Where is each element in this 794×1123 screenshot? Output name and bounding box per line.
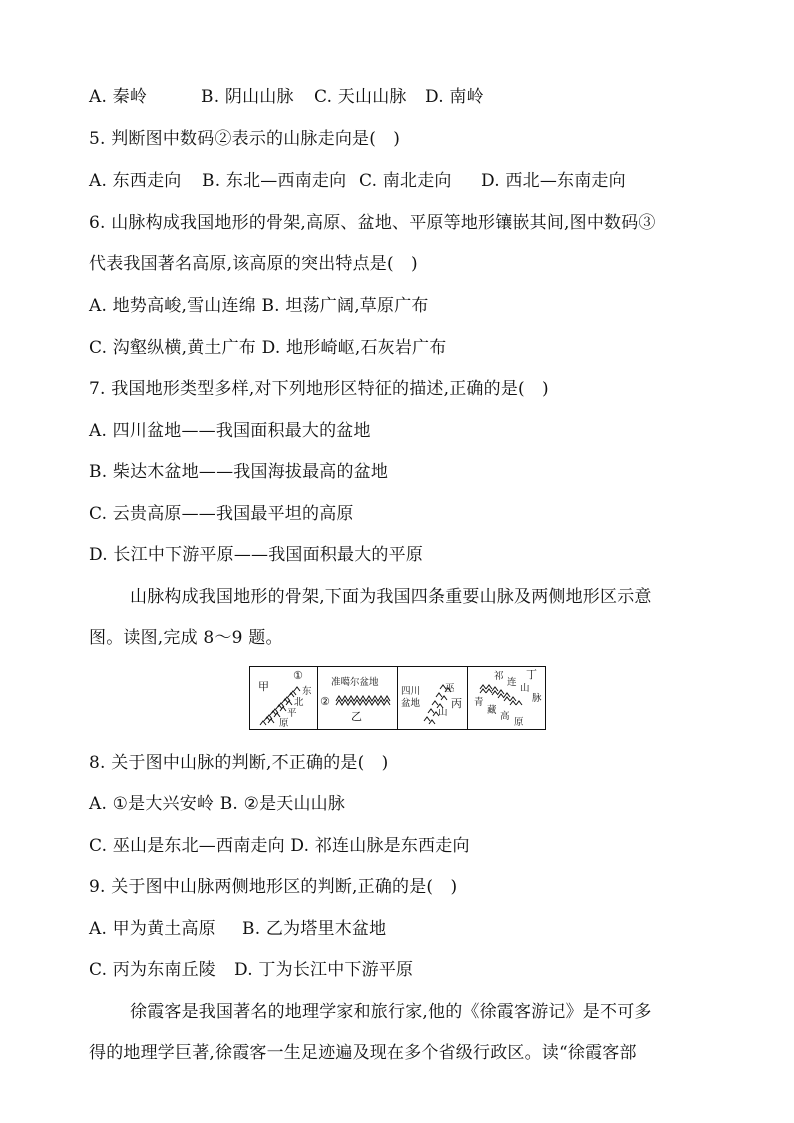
q6-stem-line1: 6. 山脉构成我国地形的骨架,高原、盆地、平原等地形镶嵌其间,图中数码③ [89, 213, 656, 233]
q7-option-b: B. 柴达木盆地——我国海拔最高的盆地 [89, 462, 389, 482]
q6-stem-line2: 代表我国著名高原,该高原的突出特点是( ) [89, 254, 418, 274]
q8-stem: 8. 关于图中山脉的判断,不正确的是( ) [89, 753, 389, 773]
label-wu: 巫 [445, 683, 455, 694]
figure-panel-1 [250, 667, 318, 729]
outro-line2: 得的地理学巨著,徐霞客一生足迹遍及现在多个省级行政区。读“徐霞客部 [89, 1043, 637, 1063]
label-yuan: 原 [279, 718, 289, 729]
q4-option-d: D. 南岭 [425, 87, 484, 107]
q8-options-cd: C. 巫山是东北—西南走向 D. 祁连山脉是东西走向 [89, 836, 470, 856]
q6-options-cd: C. 沟壑纵横,黄土广布 D. 地形崎岖,石灰岩广布 [89, 338, 447, 358]
q8-options-ab: A. ①是大兴安岭 B. ②是天山山脉 [89, 794, 346, 814]
q4-option-b: B. 阴山山脉 [201, 87, 294, 107]
label-sichuan: 四川 [401, 686, 421, 697]
label-zang: 藏 [487, 705, 497, 716]
q9-option-d: D. 丁为长江中下游平原 [234, 960, 414, 980]
label-qi: 祁 [494, 671, 504, 682]
intro-line2: 图。读图,完成 8～9 题。 [89, 628, 283, 648]
q9-option-b: B. 乙为塔里木盆地 [242, 919, 387, 939]
q9-stem: 9. 关于图中山脉两侧地形区的判断,正确的是( ) [89, 877, 458, 897]
label-mai: 脉 [532, 693, 542, 704]
figure-panel-3 [398, 667, 468, 729]
label-ping: 平 [287, 708, 297, 719]
q9-option-a: A. 甲为黄土高原 [89, 919, 216, 939]
label-num-2: ② [320, 695, 330, 708]
label-bing: 丙 [451, 697, 462, 710]
q7-option-d: D. 长江中下游平原——我国面积最大的平原 [89, 545, 424, 565]
mountain-figure [249, 666, 546, 730]
label-p4-yuan: 原 [514, 717, 524, 728]
q4-option-c: C. 天山山脉 [314, 87, 407, 107]
label-junggar: 准噶尔盆地 [331, 677, 379, 688]
q7-stem: 7. 我国地形类型多样,对下列地形区特征的描述,正确的是( ) [89, 379, 549, 399]
label-pendi: 盆地 [401, 698, 421, 709]
label-bei: 北 [294, 697, 304, 708]
q5-option-a: A. 东西走向 [89, 171, 182, 191]
q7-option-a: A. 四川盆地——我国面积最大的盆地 [89, 421, 371, 441]
label-jia: 甲 [258, 680, 269, 693]
label-num-1: ① [293, 669, 303, 682]
figure-panel-2 [318, 667, 398, 729]
label-wushan-shan: 山 [438, 707, 448, 718]
q5-option-b: B. 东北—西南走向 [202, 171, 347, 191]
label-ding: 丁 [526, 668, 537, 681]
intro-line1: 山脉构成我国地形的骨架,下面为我国四条重要山脉及两侧地形区示意 [130, 587, 652, 607]
q4-option-a: A. 秦岭 [89, 87, 148, 107]
q5-option-d: D. 西北—东南走向 [481, 171, 626, 191]
figure-panel-4 [468, 667, 547, 729]
label-lian: 连 [507, 677, 517, 688]
label-qing: 青 [474, 697, 484, 708]
q7-option-c: C. 云贵高原——我国最平坦的高原 [89, 504, 354, 524]
q5-stem: 5. 判断图中数码②表示的山脉走向是( ) [89, 129, 401, 149]
label-qilian-shan: 山 [520, 683, 530, 694]
q6-options-ab: A. 地势高峻,雪山连绵 B. 坦荡广阔,草原广布 [89, 296, 429, 316]
label-dong: 东 [302, 686, 312, 697]
q9-option-c: C. 丙为东南丘陵 [89, 960, 217, 980]
q5-option-c: C. 南北走向 [359, 171, 452, 191]
label-yi: 乙 [351, 710, 362, 723]
outro-line1: 徐霞客是我国著名的地理学家和旅行家,他的《徐霞客游记》是不可多 [130, 1002, 652, 1022]
label-gao: 高 [500, 711, 510, 722]
